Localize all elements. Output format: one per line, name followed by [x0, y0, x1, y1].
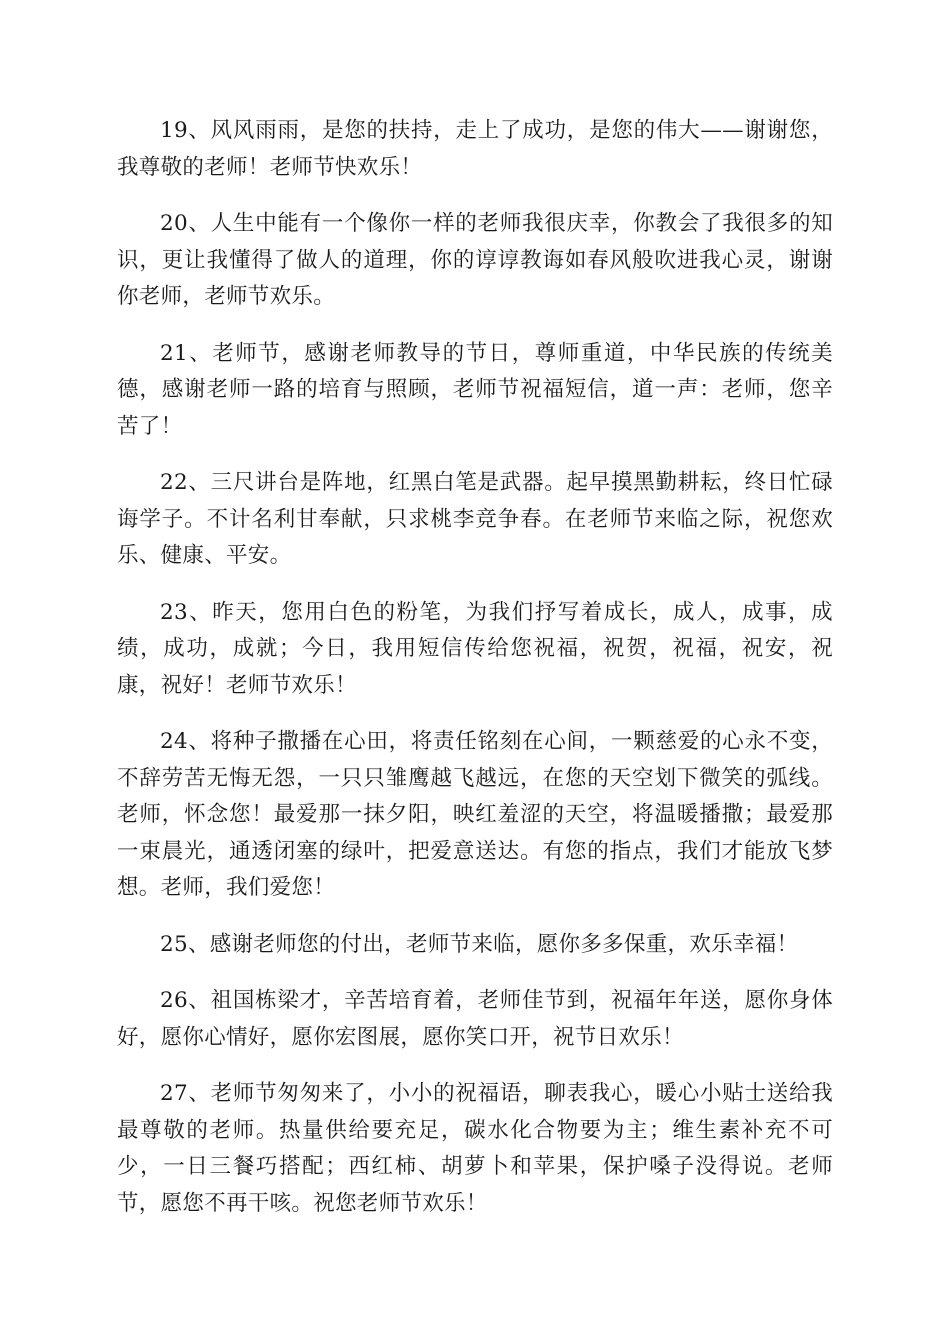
paragraph-22: 22、三尺讲台是阵地，红黑白笔是武器。起早摸黑勤耕耘，终日忙碌诲学子。不计名利甘奉献，只求桃李竞争春。在老师节来临之际，祝您欢乐、健康、平安。 [117, 470, 833, 568]
paragraph-21: 21、老师节，感谢老师教导的节日，尊师重道，中华民族的传统美德，感谢老师一路的培育与照顾，老师节祝福短信，道一声：老师，您辛苦了！ [117, 340, 833, 439]
paragraph-23: 23、昨天，您用白色的粉笔，为我们抒写着成长，成人，成事，成绩，成功，成就；今日，我用短信传给您祝福，祝贺，祝福，祝安，祝康，祝好！老师节欢乐！ [117, 599, 833, 698]
paragraph-25: 25、感谢老师您的付出，老师节来临，愿你多多保重，欢乐幸福！ [160, 931, 799, 957]
paragraph-26: 26、祖国栋梁才，辛苦培育着，老师佳节到，祝福年年送，愿你身体好，愿你心情好，愿你宏图展，愿你笑口开，祝节日欢乐！ [117, 988, 833, 1050]
paragraph-19: 19、风风雨雨，是您的扶持，走上了成功，是您的伟大——谢谢您，我尊敬的老师！老师节快欢乐！ [117, 118, 833, 180]
paragraph-24: 24、将种子撒播在心田，将责任铭刻在心间，一颗慈爱的心永不变，不辞劳苦无悔无怨，一只只雏鹰越飞越远，在您的天空划下微笑的弧线。老师，怀念您！最爱那一抹夕阳，映红羞涩的天空，将温暖播撒；最爱那一束晨光，通透闭塞的绿叶，把爱意送达。有您的指点，我们才能放飞梦想。老师，我们爱您！ [117, 729, 833, 900]
document-body [117, 113, 833, 1242]
paragraph-27: 27、老师节匆匆来了，小小的祝福语，聊表我心，暖心小贴士送给我最尊敬的老师。热量供给要充足，碳水化合物要为主；维生素补充不可少，一日三餐巧搭配；西红柿、胡萝卜和苹果，保护嗓子没得说。老师节，愿您不再干咳。祝您老师节欢乐！ [117, 1081, 833, 1216]
paragraph-20: 20、人生中能有一个像你一样的老师我很庆幸，你教会了我很多的知识，更让我懂得了做人的道理，你的谆谆教诲如春风般吹进我心灵，谢谢你老师，老师节欢乐。 [117, 211, 833, 309]
